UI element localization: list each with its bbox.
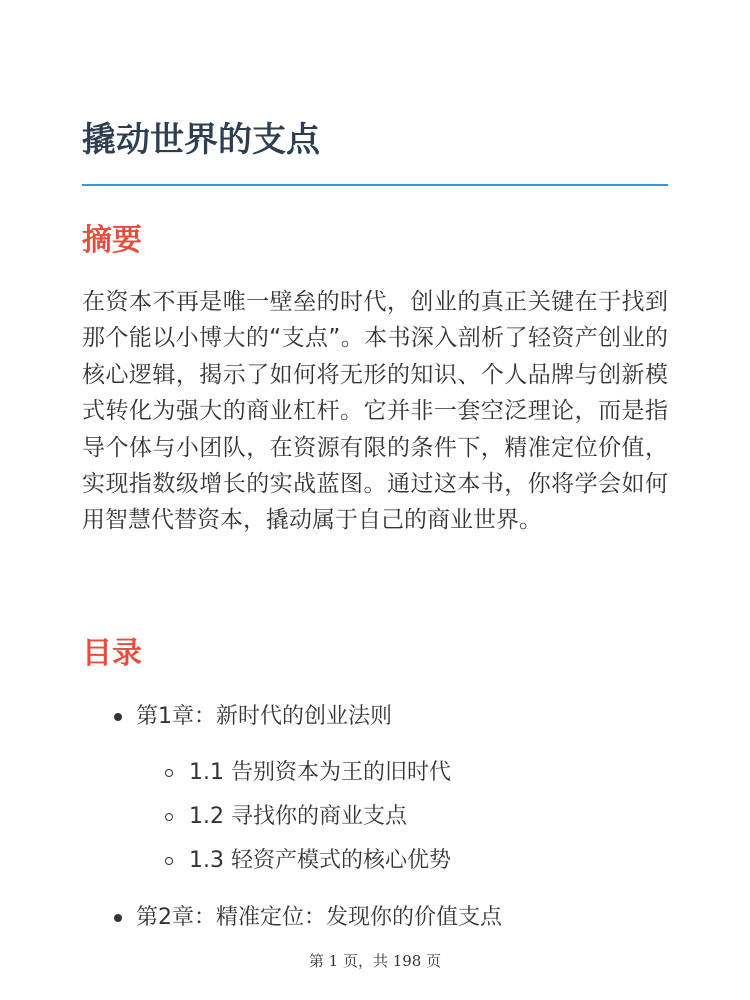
bullet-disc-icon bbox=[114, 914, 122, 922]
bullet-circle-icon bbox=[165, 813, 173, 821]
bullet-circle-icon bbox=[165, 857, 173, 865]
document-page bbox=[82, 0, 668, 1000]
toc-chapter-label: 第2章：精准定位：发现你的价值支点 bbox=[136, 905, 502, 930]
book-title: 撬动世界的支点 bbox=[82, 120, 320, 160]
toc-chapter-1[interactable] bbox=[136, 702, 392, 732]
toc-heading: 目录 bbox=[82, 636, 142, 671]
toc-chapter-2[interactable] bbox=[136, 903, 502, 933]
bullet-disc-icon bbox=[114, 713, 122, 721]
toc-section-label: 1.1 告别资本为王的旧时代 bbox=[189, 760, 451, 785]
toc-section-1-3[interactable] bbox=[189, 846, 451, 876]
toc-section-label: 1.3 轻资产模式的核心优势 bbox=[189, 848, 451, 873]
page-number-footer: 第 1 页，共 198 页 bbox=[308, 952, 442, 970]
abstract-paragraph: 在资本不再是唯一壁垒的时代，创业的真正关键在于找到那个能以小博大的“支点”。本书深入剖析了轻资产创业的核心逻辑，揭示了如何将无形的知识、个人品牌与创新模式转化为强大的商业杠杆。它并非一套空泛理论，而是指导个体与小团队，在资源有限的条件下，精准定位价值，实现指数级增长的实战蓝图。通过这本书，你将学会如何用智慧代替资本，撬动属于自己的商业世界。 bbox=[82, 289, 668, 534]
toc-section-1-1[interactable] bbox=[189, 758, 451, 788]
toc-chapter-label: 第1章：新时代的创业法则 bbox=[136, 704, 392, 729]
toc-section-label: 1.2 寻找你的商业支点 bbox=[189, 804, 407, 829]
abstract-heading: 摘要 bbox=[82, 223, 142, 258]
table-of-contents bbox=[82, 0, 668, 1000]
toc-section-1-2[interactable] bbox=[189, 802, 407, 832]
bullet-circle-icon bbox=[165, 769, 173, 777]
